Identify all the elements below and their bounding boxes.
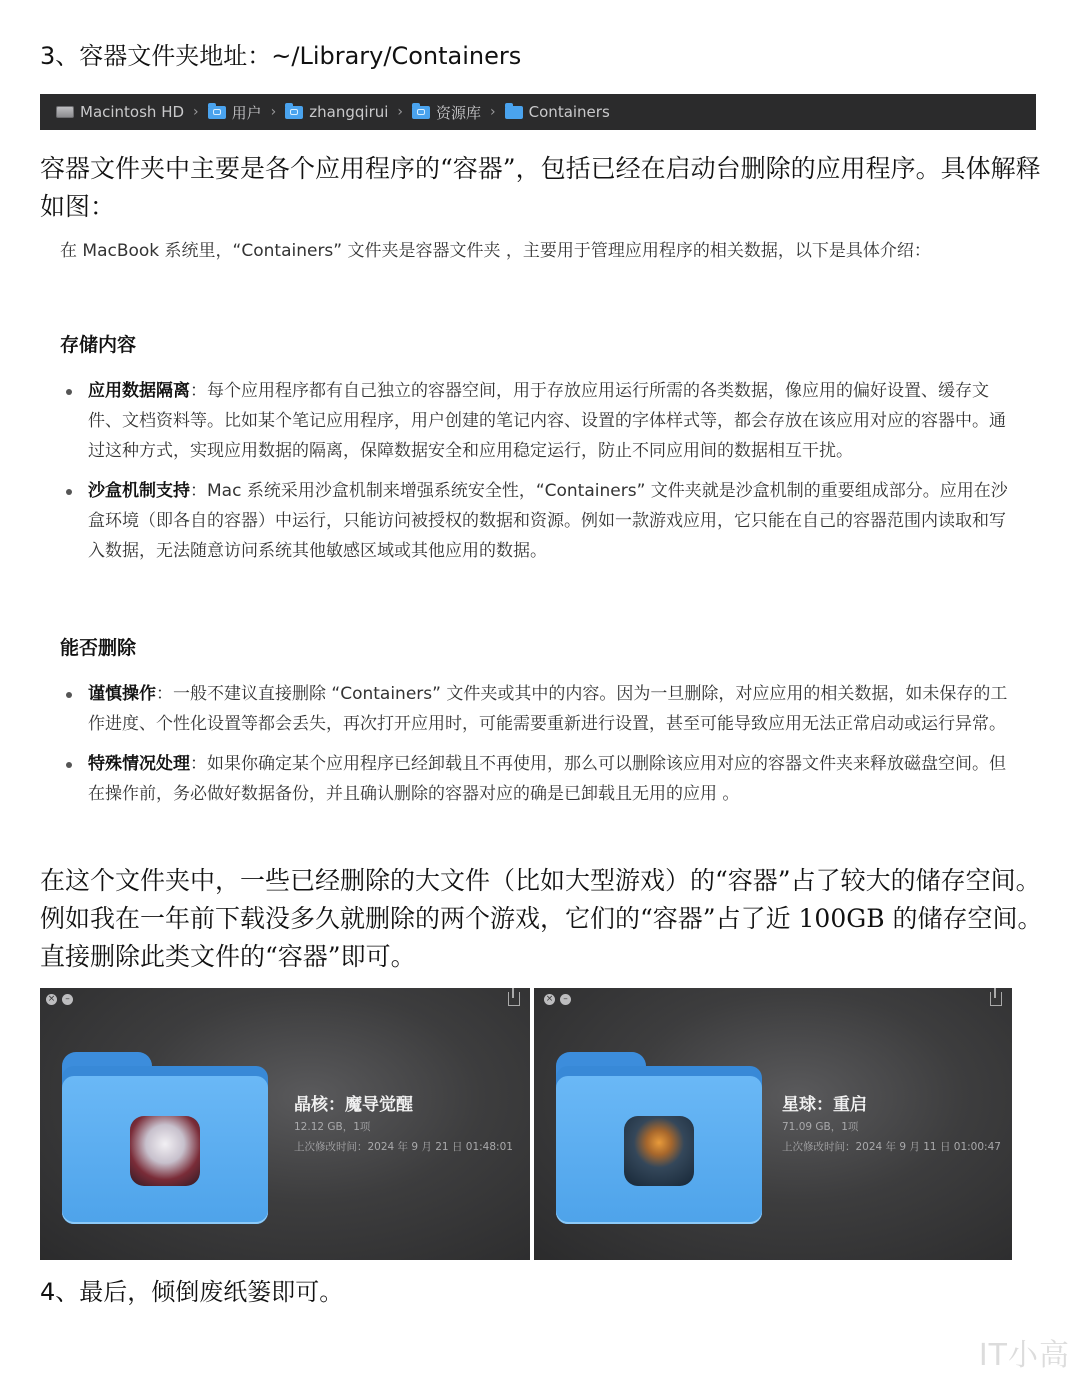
users-folder-icon bbox=[208, 106, 226, 119]
item-text: ：如果你确定某个应用程序已经卸载且不再使用，那么可以删除该应用对应的容器文件夹来释放磁盘空间。但在操作前，务必做好数据备份，并且确认删除的容器对应的确是已卸载且无用的应用 。 bbox=[88, 754, 1006, 804]
step4-heading: 4、最后，倾倒废纸篓即可。 bbox=[40, 1278, 344, 1306]
item-term: 特殊情况处理 bbox=[88, 754, 190, 774]
file-info bbox=[782, 1094, 1001, 1156]
path-separator: › bbox=[193, 104, 199, 120]
list-item bbox=[60, 749, 1020, 809]
quicklook-window-2 bbox=[534, 988, 1012, 1260]
section-title-delete: 能否删除 bbox=[60, 637, 137, 659]
step3-heading: 3、容器文件夹地址：~/Library/Containers bbox=[40, 42, 522, 70]
share-icon[interactable] bbox=[508, 992, 520, 1006]
path-separator: › bbox=[397, 104, 404, 120]
crumb-label: Containers bbox=[528, 103, 610, 121]
crumb-users[interactable] bbox=[208, 102, 262, 123]
bullet-icon bbox=[66, 389, 72, 395]
list-item bbox=[60, 476, 1020, 566]
bullet-icon bbox=[66, 762, 72, 768]
home-folder-icon bbox=[285, 106, 303, 119]
game-app-icon bbox=[624, 1116, 694, 1186]
paragraph-large-containers: 在这个文件夹中，一些已经删除的大文件（比如大型游戏）的“容器”占了较大的储存空间。例如我在一年前下载没多久就删除的两个游戏，它们的“容器”占了近 100GB 的储存空间。直接删除此类文件的“容器”即可。 bbox=[40, 866, 1043, 971]
game-app-icon bbox=[130, 1116, 200, 1186]
item-text: ：每个应用程序都有自己独立的容器空间，用于存放应用运行所需的各类数据，像应用的偏好设置、缓存文件、文档资料等。比如某个笔记应用程序，用户创建的笔记内容、设置的字体样式等，都会存放在该应用对应的容器中。通过这种方式，实现应用数据的隔离，保障数据安全和应用稳定运行，防止不同应用间的数据相互干扰。 bbox=[88, 381, 1006, 461]
file-size: 71.09 GB，1项 bbox=[782, 1121, 859, 1133]
crumb-label: 用户 bbox=[231, 103, 262, 122]
item-text: ：Mac 系统采用沙盒机制来增强系统安全性，“Containers” 文件夹就是沙盒机制的重要组成部分。应用在沙盒环境（即各自的容器）中运行，只能访问被授权的数据和资源。例如一款游戏应用，它只能在自己的容器范围内读取和写入数据，无法随意访问系统其他敏感区域或其他应用的数据。 bbox=[88, 481, 1008, 561]
folder-icon bbox=[62, 1052, 268, 1224]
close-icon[interactable]: × bbox=[47, 994, 56, 1004]
hard-drive-icon bbox=[56, 106, 74, 118]
file-modified: 上次修改时间：2024 年 9 月 11 日 01:00:47 bbox=[782, 1141, 1001, 1153]
file-title: 星球：重启 bbox=[782, 1095, 867, 1115]
crumb-macintosh-hd[interactable] bbox=[56, 103, 184, 121]
share-icon[interactable] bbox=[990, 992, 1002, 1006]
item-term: 沙盒机制支持 bbox=[88, 481, 190, 501]
file-title: 晶核：魔导觉醒 bbox=[294, 1095, 413, 1115]
minimize-icon[interactable]: – bbox=[560, 994, 571, 1005]
list-item bbox=[60, 679, 1020, 739]
folder-icon bbox=[505, 106, 523, 119]
section-title-storage: 存储内容 bbox=[60, 334, 137, 356]
quicklook-previews bbox=[40, 988, 1012, 1260]
quicklook-window-1 bbox=[40, 988, 530, 1260]
bullet-icon bbox=[66, 489, 72, 495]
crumb-library[interactable] bbox=[412, 102, 481, 123]
storage-list bbox=[60, 376, 1020, 576]
paragraph-containers-intro: 容器文件夹中主要是各个应用程序的“容器”，包括已经在启动台删除的应用程序。具体解释如图： bbox=[40, 154, 1041, 221]
path-separator: › bbox=[490, 104, 496, 120]
bullet-icon bbox=[66, 692, 72, 698]
item-term: 谨慎操作 bbox=[88, 684, 156, 704]
explanation-intro: 在 MacBook 系统里，“Containers” 文件夹是容器文件夹 ，主要用于管理应用程序的相关数据，以下是具体介绍： bbox=[60, 241, 931, 261]
path-separator: › bbox=[270, 104, 277, 120]
crumb-home[interactable] bbox=[285, 103, 388, 121]
file-size: 12.12 GB，1项 bbox=[294, 1121, 371, 1133]
watermark: IT小高 bbox=[978, 1338, 1070, 1373]
item-text: ：一般不建议直接删除 “Containers” 文件夹或其中的内容。因为一旦删除，对应应用的相关数据，如未保存的工作进度、个性化设置等都会丢失，再次打开应用时，可能需要重新进行设置，甚至可能导致应用无法正常启动或运行异常。 bbox=[88, 684, 1008, 734]
close-icon[interactable]: × bbox=[545, 994, 554, 1004]
delete-list bbox=[60, 679, 1020, 819]
folder-icon bbox=[556, 1052, 762, 1224]
file-modified: 上次修改时间：2024 年 9 月 21 日 01:48:01 bbox=[294, 1141, 513, 1153]
minimize-icon[interactable]: – bbox=[62, 994, 73, 1005]
ai-explanation-block bbox=[60, 236, 1020, 804]
crumb-label: zhangqirui bbox=[309, 103, 389, 121]
list-item bbox=[60, 376, 1020, 466]
crumb-containers[interactable] bbox=[505, 103, 610, 121]
library-folder-icon bbox=[412, 106, 430, 119]
finder-path-bar bbox=[40, 94, 1036, 130]
file-info bbox=[294, 1094, 513, 1156]
crumb-label: Macintosh HD bbox=[80, 103, 185, 121]
crumb-label: 资源库 bbox=[436, 103, 482, 122]
item-term: 应用数据隔离 bbox=[88, 381, 190, 401]
